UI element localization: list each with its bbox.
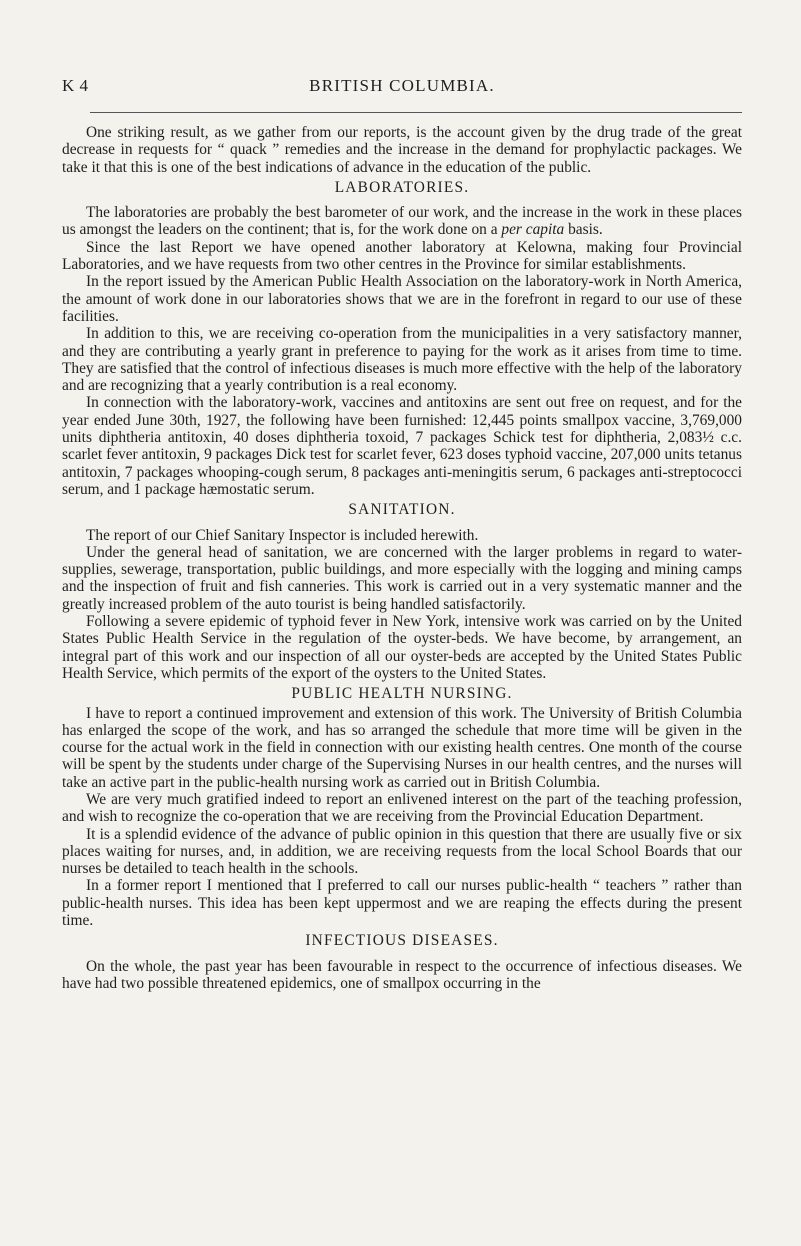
- body-text: [62, 124, 742, 992]
- sanitation-paragraph-1: The report of our Chief Sanitary Inspector is included herewith.: [86, 526, 479, 544]
- section-heading-sanitation: SANITATION.: [348, 501, 456, 519]
- laboratories-paragraph-3: In the report issued by the American Public Health Association on the laboratory-work in North America, the amount of work done in our laboratories shows that we are in the forefront in regard to our use of these facilities.: [62, 273, 742, 325]
- nursing-paragraph-2: We are very much gratified indeed to report an enlivened interest on the part of the teaching profession, and wish to recognize the co-operation that we are receiving from the Provincial Education Department.: [62, 790, 742, 826]
- intro-paragraph: One striking result, as we gather from our reports, is the account given by the drug trade of the great decrease in requests for “ quack ” remedies and the increase in the demand for prophylactic packages. We take it that this is one of the best indications of advance in the education of the public.: [62, 124, 742, 176]
- section-heading-public-health-nursing: PUBLIC HEALTH NURSING.: [291, 685, 513, 703]
- laboratories-paragraph-4: In addition to this, we are receiving co-operation from the municipalities in a very satisfactory manner, and they are contributing a yearly grant in preference to paying for the work as it arises from time to time. They are satisfied that the control of infectious diseases is much more effective with the help of the laboratory and are recognizing that a yearly contribution is a real economy.: [62, 325, 742, 395]
- section-heading-laboratories: LABORATORIES.: [334, 178, 470, 196]
- laboratories-paragraph-2: Since the last Report we have opened another laboratory at Kelowna, making four Provincial Laboratories, and we have requests from two other centres in the Province for similar establishments.: [62, 238, 742, 274]
- nursing-paragraph-4: In a former report I mentioned that I preferred to call our nurses public-health “ teachers ” rather than public-health nurses. This idea has been kept uppermost and we are reaping the effects during the present time.: [62, 877, 742, 930]
- per-capita-phrase: per capita: [501, 221, 565, 239]
- infectious-paragraph-1: On the whole, the past year has been favourable in respect to the occurrence of infectious diseases. We have had two possible threatened epidemics, one of smallpox occurring in the: [62, 957, 742, 992]
- laboratories-paragraph-1-text-b: basis.: [564, 221, 603, 239]
- laboratories-paragraph-1: [62, 204, 742, 239]
- section-heading-infectious-diseases: INFECTIOUS DISEASES.: [305, 932, 499, 950]
- page-header: [62, 76, 742, 100]
- page-number: K 4: [62, 76, 89, 95]
- laboratories-paragraph-5: In connection with the laboratory-work, vaccines and antitoxins are sent out free on request, and for the year ended June 30th, 1927, the following have been furnished: 12,445 points smallpox vaccine, 3,769,000 units diphtheria antitoxin, 40 doses diphtheria toxoid, 7 packages Schick test for diphtheria, 2,083½ c.c. scarlet fever antitoxin, 9 packages Dick test for scarlet fever, 623 doses typhoid vaccine, 207,000 units tetanus antitoxin, 7 packages whooping-cough serum, 8 packages anti-meningitis serum, 6 packages anti-streptococci serum, and 1 package hæmostatic serum.: [62, 394, 742, 498]
- sanitation-paragraph-2: Under the general head of sanitation, we are concerned with the larger problems in regard to water-supplies, sewerage, transportation, public buildings, and more especially with the logging and mining camps and the inspection of fruit and fish canneries. This work is carried out in a very systematic manner and the greatly increased problem of the auto tourist is being handled satisfactorily.: [62, 543, 742, 613]
- running-head: BRITISH COLUMBIA.: [309, 76, 495, 95]
- laboratories-paragraph-1-text-a: The laboratories are probably the best barometer of our work, and the increase in the work in these places us amongst the leaders on the continent; that is, for the work done on a: [62, 204, 742, 239]
- nursing-paragraph-1: I have to report a continued improvement and extension of this work. The University of British Columbia has enlarged the scope of the work, and has so arranged the schedule that more time will be given in the course for the actual work in the field in connection with our existing health centres. One month of the course will be spent by the students under charge of the Supervising Nurses in our health centres, and the nurses will take an active part in the public-health nursing work as carried out in British Columbia.: [62, 704, 742, 791]
- nursing-paragraph-3: It is a splendid evidence of the advance of public opinion in this question that there are usually five or six places waiting for nurses, and, in addition, we are receiving requests from the local School Boards that our nurses be detailed to teach health in the schools.: [62, 825, 742, 878]
- sanitation-paragraph-3: Following a severe epidemic of typhoid fever in New York, intensive work was carried on by the United States Public Health Service in the regulation of the oyster-beds. We have become, by arrangement, an integral part of this work and our inspection of all our oyster-beds are accepted by the United States Public Health Service, which permits of the export of the oysters to the United States.: [62, 613, 742, 682]
- header-rule: [90, 112, 742, 113]
